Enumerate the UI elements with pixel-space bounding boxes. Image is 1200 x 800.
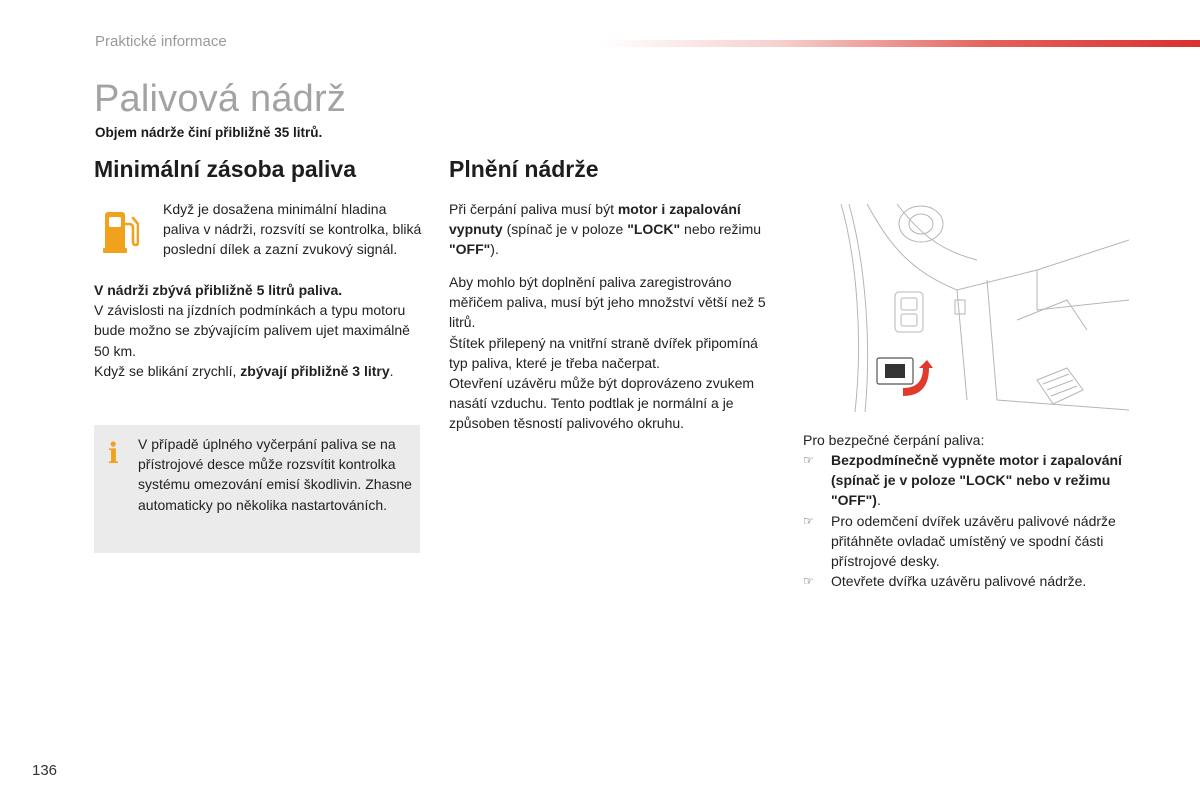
remaining-fuel-block (94, 280, 424, 381)
list-item: ☞ Bezpodmínečně vypněte motor i zapalování (spínač je v poloze "LOCK" nebo v režimu "OFF"). (803, 452, 1122, 509)
refuel-engine-off-text: Při čerpání paliva musí být motor i zapalování vypnuty (spínač je v poloze "LOCK" nebo režimu "OFF"). (449, 201, 762, 258)
fuel-label-text: Štítek přilepený na vnitřní straně dvířek připomíná typ paliva, které je třeba načerpat. (449, 334, 758, 371)
remaining-fuel-text: V závislosti na jízdních podmínkách a typu motoru bude možno se zbývajícím palivem ujet maximálně 50 km. (94, 302, 410, 359)
pointing-hand-icon: ☞ (803, 574, 814, 589)
list-item: ☞ Pro odemčení dvířek uzávěru palivové nádrže přitáhněte ovladač umístěný ve spodní části přístrojové desky. (803, 512, 1116, 570)
header-accent-bar (600, 40, 1200, 47)
heading-refuelling: Plnění nádrže (449, 156, 599, 182)
list-item: ☞ Otevřete dvířka uzávěru palivové nádrže. (803, 571, 1133, 591)
remaining-fuel-bold: V nádrži zbývá přibližně 5 litrů paliva. (94, 282, 343, 298)
heading-minimum-fuel: Minimální zásoba paliva (94, 156, 357, 182)
info-box-text: V případě úplného vyčerpání paliva se na přístrojové desce může rozsvítit kontrolka systému omezování emisí škodlivin. Zhasne automaticky po několika nastartováních. (138, 436, 412, 513)
page-title: Palivová nádrž (94, 78, 347, 120)
fuel-pump-icon (103, 210, 139, 254)
tank-capacity-note: Objem nádrže činí přibližně 35 litrů. (95, 125, 323, 140)
vacuum-noise-text: Otevření uzávěru může být doprovázeno zvukem nasátí vzduchu. Tento podtlak je normální a je způsoben těsností palivového okruhu. (449, 375, 755, 432)
minimum-refuel-text: Aby mohlo být doplnění paliva zaregistrováno měřičem paliva, musí být jeho množství větší než 5 litrů. (449, 274, 766, 331)
low-fuel-warning-text: Když je dosažena minimální hladina paliva v nádrži, rozsvítí se kontrolka, bliká poslední dílek a zazní zvukový signál. (163, 201, 422, 258)
pointing-hand-icon: ☞ (803, 513, 814, 528)
pointing-hand-icon: ☞ (803, 453, 814, 467)
page-number: 136 (32, 762, 58, 779)
blink-faster-text: Když se blikání zrychlí, zbývají přibližně 3 litry. (94, 362, 394, 379)
section-label: Praktické informace (95, 33, 227, 50)
fuel-flap-release-lever-illustration (837, 200, 1129, 416)
info-icon: i (108, 437, 119, 470)
refuel-details-block (449, 272, 779, 434)
safe-refuel-intro: Pro bezpečné čerpání paliva: (803, 432, 985, 448)
safe-refuel-steps (803, 450, 1133, 591)
